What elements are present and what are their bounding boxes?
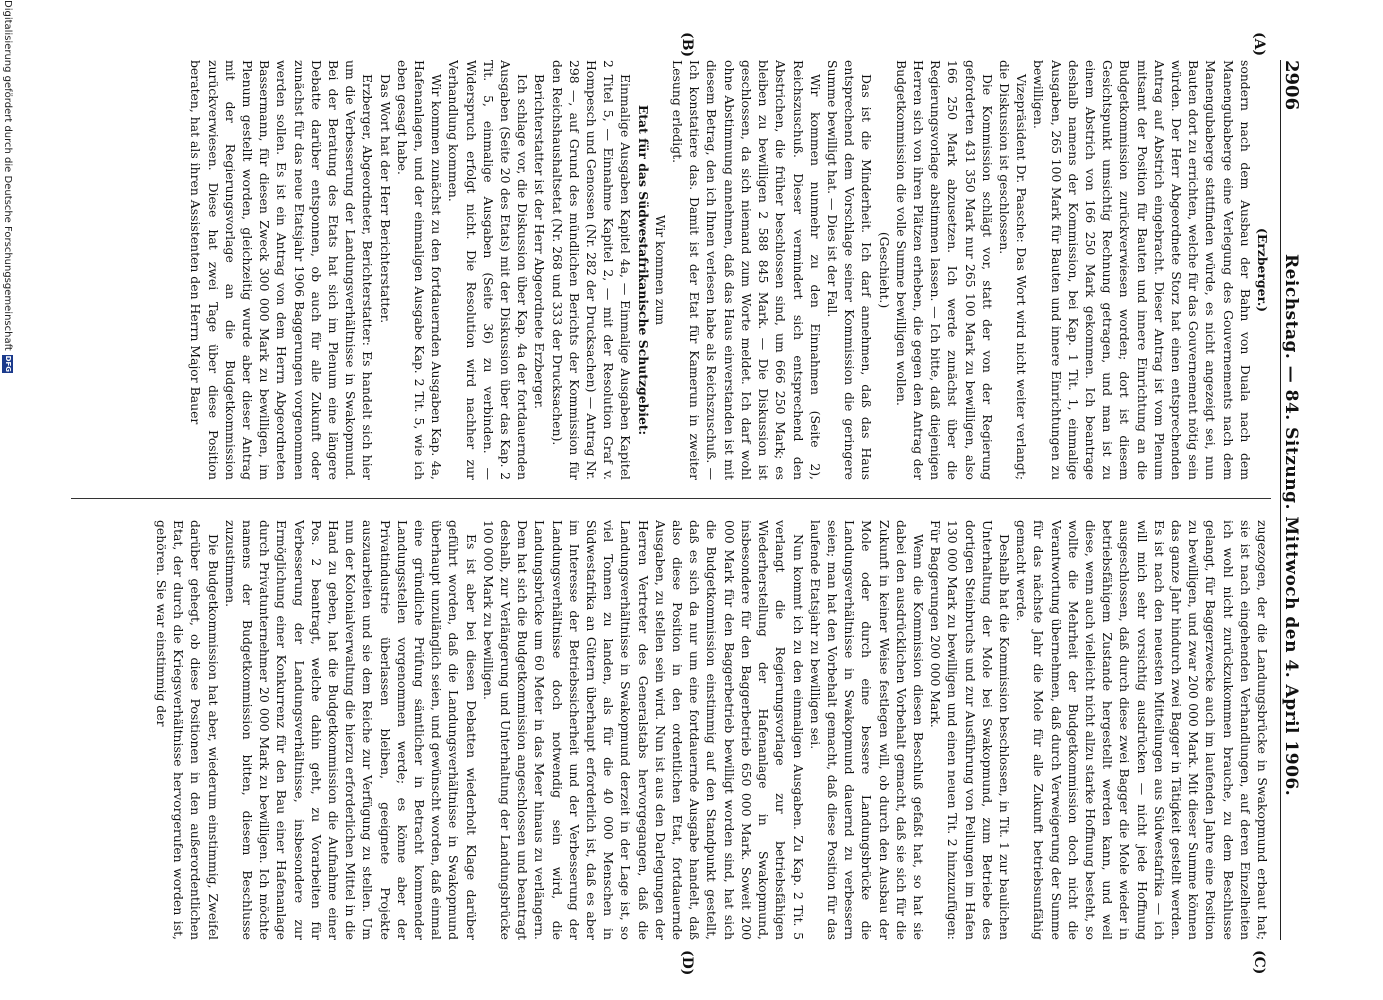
paragraph: Berichterstatter ist der Herr Abgeordnete Erzberger.	[532, 74, 548, 410]
paragraph: zugezogen, der die Landungsbrücke in Swakopmund erbaut hat; sie ist nach eingehenden Verhandlungen, auf deren Einzelheiten ich wohl nicht zurückzukommen brauche, zu dem Beschlusse gelangt, für Baggerzwecke auch im laufenden Jahre eine Position zu bewilligen, und zwar 200 000 Mark. Mit dieser Summe können das ganze Jahr hindurch zwei Bagger in Tätigkeit gestellt werden. Es ist nach den neuesten Mitteilungen aus Südwestafrika — ich will mich sehr vorsichtig ausdrücken — nicht jede Hoffnung ausgeschlossen, daß durch diese zwei Bagger die Mole wieder in betriebsfähigem Zustande hergestellt werden kann, und weil diese, wenn auch vielleicht nicht allzu starke Hoffnung besteht, so wollte die Mehrheit der Budgetkommission doch nicht die Verantwortung übernehmen, daß durch Verweigerung der Summe für das nächste Jahr die Mole für alle Zukunft betriebsunfähig gemacht werde.	[1014, 520, 1270, 940]
page-number: 2906	[1281, 60, 1302, 111]
paragraph: Nun kommt ich zu den einmaligen Ausgaben. Zu Kap. 2 Tit. 5 verlangt die Regierungsvorlage zur betriebsfähigen Wiederherstellung der Hafenanlage in Swakopmund, insbesondere für den Baggerbetrieb 650 000 Mark. Soweit 200 000 Mark für den Baggerbetrieb bewilligt worden sind, hat sich die Budgetkommission einstimmig auf den Standpunkt gestellt, daß es sich da nur um eine fortdauernde Ausgabe handelt, daß also diese Position in den ordentlichen Etat, fortdauernde Ausgaben, zu stellen sein wird. Nun ist aus den Darlegungen der Herren Vertreter des Generalstabs hervorgegangen, daß die Landungsverhältnisse in Swakopmund derzeit in der Lage ist, so viel Tonnen zu landen, als für die 40 000 Menschen in Südwestafrika an Gütern überhaupt erforderlich ist, daß es aber im Interesse der Betriebssicherheit und der Verbesserung der Landungsverhältnisse doch notwendig sein wird, die Landungsbrücke um 60 Meter in das Meer hinaus zu verlängern. Dem hat sich die Budgetkommission angeschlossen und beantragt deshalb, zur Verlängerung und Unterhaltung der Landungsbrücke 100 000 Mark zu bewilligen.	[480, 520, 806, 940]
speaker-head: (Erzberger.)	[1255, 227, 1270, 313]
document-scan	[67, 32, 1307, 976]
paragraph: Ich schlage vor, die Diskussion über Kap. 4a der fortdauernden Ausgaben (Seite 20 des Etats) mit der Diskussion über das Kap. 2 Tit. 5, einmalige Ausgaben (Seite 36) zu verbinden. — Widerspruch erfolgt nicht. Die Resolution wird nachher zur Verhandlung kommen.	[446, 60, 531, 480]
margin-mark-a: (A)	[1251, 32, 1267, 57]
paragraph: Das ist die Minderheit. Ich darf annehmen, daß das Haus entsprechend dem Vorschlage seiner Kommission die geringere Summe bewilligt hat. — Dies ist der Fall.	[824, 60, 875, 480]
margin-mark-b: (B)	[679, 32, 695, 58]
paragraph: Wir kommen nunmehr zu den Einnahmen (Seite 2), Reichszuschuß. Dieser vermindert sich entsprechend den Abstrichen, die früher beschlossen sind, um 666 250 Mark; es bleiben zu bewilligen 2 588 845 Mark. — Die Diskussion ist geschlossen, da sich niemand zum Worte meldet. Ich darf wohl ohne Abstimmung annehmen, daß das Haus einverstanden ist mit diesem Betrag, den ich Ihnen verlesen habe als Reichszuschuß. — Ich konstatiere das. Damit ist der Etat für Kamerun in zweiter Lesung erledigt.	[670, 60, 823, 480]
credit-text: Digitalisierung gefördert durch die Deutsche Forschungsgemeinschaft	[2, 0, 14, 351]
column-divider	[71, 498, 1271, 499]
paragraph: Es ist aber bei diesen Debatten wiederholt Klage darüber geführt worden, daß die Landungsverhältnisse in Swakopmund überhaupt unzulänglich seien, und gewünscht worden, daß einmal eine gründliche Prüfung sämtlicher in Betracht kommender Landungsstellen vorgenommen werde; es könne aber der Privatindustrie überlassen bleiben, geeignete Projekte auszuarbeiten und sie dem Reiche zur Verfügung zu stellen. Um nun der Kolonialverwaltung die hierzu erforderlichen Mittel in die Hand zu geben, hat die Budgetkommission die Aufnahme einer Pos. 2 beantragt, welche dahin geht, zu Vorarbeiten für Verbesserung der Landungsverhältnisse, insbesondere zur Ermöglichung einer Konkurrenz für den Bau einer Hafenanlage durch Privatunternehmer 20 000 Mark zu bewilligen. Ich möchte namens der Budgetkommission bitten, diesem Beschlusse zuzustimmen.	[222, 520, 479, 940]
digitization-credit	[1, 0, 15, 1000]
paragraph: sondern nach dem Ausbau der Bahn von Duala nach dem Manengubaberge eine Verlegung des Gouvernements nach dem Manengubaberge stattfinden würde, es nicht angezeigt sei, nun Bauten dort zu errichten, welche für das Gouvernement nötig sein würden. Der Herr Abgeordnete Storz hat einen entsprechenden Antrag auf Abstrich eingebracht. Dieser Antrag ist vom Plenum mitsamt der Position für Bauten und innere Einrichtung an die Budgetkommission zurückverwiesen worden; dort ist diesem Gesichtspunkt umsichtig Rechnung getragen, und man ist zu einem Abstrich von 166 250 Mark gekommen. Ich beantrage deshalb namens der Kommission, bei Kap. 1 Tit. 1, einmalige Ausgaben, 265 100 Mark für Bauten und innere Einrichtungen zu bewilligen.	[1031, 60, 1253, 480]
left-column	[71, 60, 1271, 480]
paragraph: Wenn die Kommission diesen Beschluß gefaßt hat, so hat sie dabei den ausdrücklichen Vorbehalt gemacht, daß sie sich für die Zukunft in keiner Weise festlegen will, ob durch den Ausbau der Mole oder durch eine bessere Landungsbrücke die Landungsverhältnisse in Swakopmund dauernd zu verbessern seien; man hat den Vorbehalt gemacht, daß diese Position für das laufende Etatsjahr zu bewilligen sei.	[807, 520, 926, 940]
paragraph: (Geschieht.)	[876, 231, 892, 309]
paragraph: Deshalb hat die Kommission beschlossen, in Tit. 1 zur baulichen Unterhaltung der Mole bei Swakopmund, zum Betriebe des dortigen Steinbruchs und zur Ausführung von Peilungen im Hafen 130 000 Mark zu bewilligen und einen neuen Tit. 2 hinzuzufügen: Für Baggerungen 200 000 Mark.	[928, 520, 1012, 940]
paragraph: Wir kommen zunächst zu den fortdauernden Ausgaben Kap. 4a, Hafenanlagen, und der einmaligen Ausgabe Kap. 2 Tit. 5, wie ich eben gesagt habe.	[394, 60, 445, 480]
margin-mark-c: (C)	[1251, 950, 1267, 975]
paragraph: Die Budgetkommission hat aber, wiederum einstimmig, Zweifel darüber gehegt, ob diese Positionen in den außerordentlichen Etat, der durch die Kriegsverhältnisse hervorgerufen worden ist, gehören. Sie war einstimmig der	[154, 520, 221, 940]
margin-mark-d: (D)	[679, 950, 695, 976]
page-title: Reichstag. — 84. Sitzung. Mittwoch den 4. April 1906.	[1281, 253, 1301, 797]
page-header	[1280, 60, 1307, 940]
right-column	[71, 520, 1271, 940]
paragraph: Wir kommen zum	[652, 214, 668, 326]
paragraph: Das Wort hat der Herr Berichterstatter.	[377, 74, 393, 324]
dfg-logo-icon: DFG	[4, 355, 13, 373]
section-title: Etat für das Südwestafrikanische Schutzgebiet:	[635, 104, 651, 436]
paragraph: Erzberger, Abgeordneter, Berichterstatter: Es handelt sich hier um die Verbesserung der Landungsverhältnisse in Swakopmund. Bei der Beratung des Etats hat sich im Plenum eine längere Debatte darüber entsponnen, ob auch für alle Zukunft oder zunächst für das neue Etatsjahr 1906 Baggerungen vorgenommen werden sollen. Es ist ein Antrag von dem Herrn Abgeordneten Bassermann, für diesen Zweck 300 000 Mark zu bewilligen, im Plenum gestellt worden, gleichzeitig wurde aber dieser Antrag mit der Regierungsvorlage an die Budgetkommission zurückverwiesen. Diese hat zwei Tage über diese Position beraten, hat als ihren Assistenten den Herrn Major Bauer	[188, 60, 376, 480]
paragraph: Die Kommission schlägt vor, statt der von der Regierung geforderten 431 350 Mark nur 265 100 Mark zu bewilligen, also 166 250 Mark abzusetzen. Ich werde zunächst über die Regierungsvorlage abstimmen lassen. — Ich bitte, daß diejenigen Herren sich von ihren Plätzen erheben, die gegen den Antrag der Budgetkommission die volle Summe bewilligen wollen.	[893, 60, 995, 480]
paragraph: Vizepräsident Dr. Paasche: Das Wort wird nicht weiter verlangt; die Diskussion ist geschlossen.	[996, 60, 1030, 480]
paragraph: Einmalige Ausgaben Kapitel 4a, — Einmalige Ausgaben Kapitel 2 Titel 5, — Einnahme Kapitel 2, — mit der Resolution Graf v. Hompesch und Genossen (Nr. 282 der Drucksachen) — Antrag Nr. 298 —, auf Grund des mündlichen Berichts der Kommission für den Reichshaushaltsetat (Nr. 268 und 333 der Drucksachen).	[549, 60, 634, 480]
